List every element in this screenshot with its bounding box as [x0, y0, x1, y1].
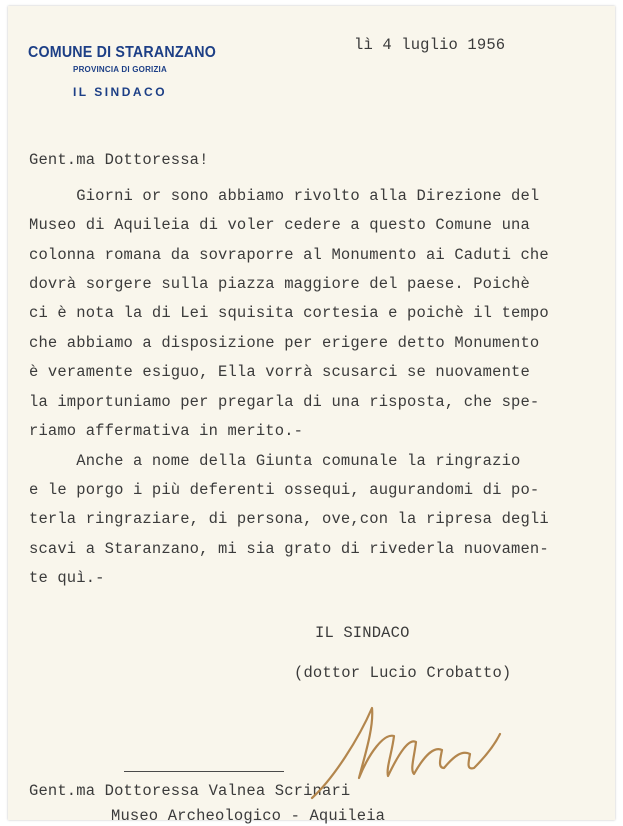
body-line-2: Museo di Aquileia di voler cedere a questo Comune una — [29, 216, 530, 234]
salutation: Gent.ma Dottoressa! — [29, 151, 209, 169]
body-line-13: scavi a Staranzano, mi sia grato di rivederla nuovamen- — [29, 540, 549, 558]
signatory-name: (dottor Lucio Crobatto) — [294, 664, 512, 682]
body-line-7: è veramente esiguo, Ella vorrà scusarci se nuovamente — [29, 363, 530, 381]
body-line-6: che abbiamo a disposizione per erigere detto Monumento — [29, 334, 540, 352]
letterhead — [20, 44, 220, 99]
body-line-1: Giorni or sono abbiamo rivolto alla Direzione del — [29, 187, 540, 205]
body-line-12: terla ringraziare, di persona, ove,con la ripresa degli — [29, 510, 549, 528]
letter-page — [8, 6, 615, 825]
signature-stroke — [312, 708, 500, 798]
handwritten-signature — [304, 698, 514, 808]
body-line-3: colonna romana da sovraporre al Monumento ai Caduti che — [29, 246, 549, 264]
body-line-9: riamo affermativa in merito.- — [29, 422, 304, 440]
signature-title: IL SINDACO — [315, 624, 410, 642]
body-line-8: la importuniamo per pregarla di una risposta, che spe- — [29, 393, 540, 411]
body-line-4: dovrà sorgere sulla piazza maggiore del paese. Poichè — [29, 275, 530, 293]
body-line-11: e le porgo i più deferenti ossequi, augurandomi di po- — [29, 481, 540, 499]
letterhead-comune: COMUNE DI STARANZANO — [28, 44, 216, 61]
letter-date: lì 4 luglio 1956 — [354, 36, 506, 54]
divider-rule — [124, 771, 284, 772]
letterhead-sindaco: IL SINDACO — [72, 85, 168, 99]
body-line-5: ci è nota la di Lei squisita cortesia e poichè il tempo — [29, 304, 549, 322]
body-line-14: te quì.- — [29, 569, 105, 587]
letterhead-provincia: PROVINCIA DI GORIZIA — [73, 65, 167, 74]
body-line-10: Anche a nome della Giunta comunale la ringrazio — [29, 452, 521, 470]
addressee-line-1: Gent.ma Dottoressa Valnea Scrinari — [29, 782, 351, 800]
addressee-line-2: Museo Archeologico - Aquileia — [111, 807, 386, 825]
